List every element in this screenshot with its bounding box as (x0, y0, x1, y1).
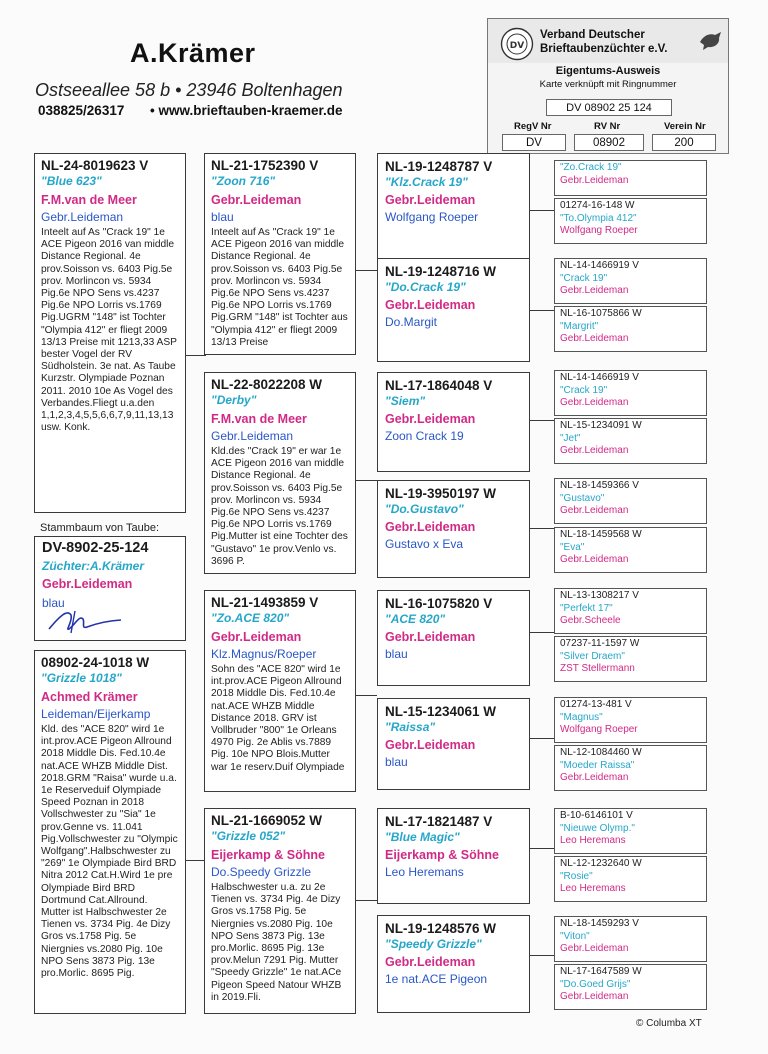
ggp-extra: blau (385, 755, 408, 769)
ggp-ring: NL-17-1821487 V (385, 814, 493, 829)
grandparent-owner: Do.Speedy Grizzle (211, 865, 312, 879)
ggp-nickname: "ACE 820" (385, 612, 446, 626)
great-grandparent-box (377, 372, 530, 472)
mother-breeder: Achmed Krämer (41, 690, 138, 704)
father-description: Inteelt auf As "Crack 19" 1e ACE Pigeon 2016 van middle Distance Regional. 4e prov.Soisson vs. 6403 Pig.5e prov. Morlincon vs. 5934 Pig.6e NPO Sens vs.4237 Pig.6e NPO Lorris vs.1769 Pig.UGRM "148" ist Tochter "Olympia 412" er fliegt 2009 13/13 Preise mit 1213,33 ASP bester Vogel der RV Südholstein. 3e nat. As Taube Kurzstr. Olympiade Poznan 2011. 2010 10e As Vogel des Verbandes.Fliegt u.a.den 1,1,2,3,4,5,5,6,6,7,9,11,13,13 usw. Konk. (41, 227, 177, 434)
gggp-box (554, 856, 707, 902)
gggp-breeder: Gebr.Leideman (560, 445, 629, 456)
card-col1-value: DV (502, 134, 566, 151)
gggp-nickname: "Rosie" (560, 870, 593, 882)
gggp-box (554, 697, 707, 743)
gggp-breeder: Gebr.Leideman (560, 174, 629, 186)
gggp-box (554, 916, 707, 962)
gggp-ring: NL-15-1234091 W (560, 420, 642, 431)
gggp-breeder: Gebr.Leideman (560, 991, 629, 1002)
svg-text:DV: DV (509, 41, 525, 51)
father-owner: Gebr.Leideman (41, 210, 124, 224)
grandparent-owner: Klz.Magnus/Roeper (211, 647, 317, 661)
grandparent-ring: NL-21-1669052 W (211, 813, 323, 828)
grandparent-ring: NL-22-8022208 W (211, 377, 323, 392)
gggp-box (554, 808, 707, 854)
gggp-breeder: Wolfgang Roeper (560, 724, 638, 735)
great-grandparent-box (377, 590, 530, 686)
grandparent-breeder: F.M.van de Meer (211, 412, 307, 426)
mother-nickname: "Grizzle 1018" (41, 671, 122, 685)
gggp-nickname: "Gustavo" (560, 492, 605, 504)
ggp-nickname: "Do.Gustavo" (385, 502, 464, 516)
ggp-breeder: Eijerkamp & Söhne (385, 848, 499, 862)
gggp-box (554, 964, 707, 1010)
grandparent-ring: NL-21-1752390 V (211, 158, 319, 173)
ggp-nickname: "Do.Crack 19" (385, 280, 466, 294)
ggp-ring: NL-19-1248787 V (385, 159, 493, 174)
gggp-nickname: "To.Olympia 412" (560, 212, 637, 224)
gggp-breeder: Gebr.Leideman (560, 554, 629, 565)
gggp-ring: NL-18-1459568 W (560, 529, 642, 540)
grandparent-breeder: Gebr.Leideman (211, 193, 302, 207)
great-grandparent-box (377, 915, 530, 1013)
gggp-box (554, 588, 707, 634)
card-col3-label: Verein Nr (664, 121, 706, 132)
card-ring-number: DV 08902 25 124 (546, 99, 672, 116)
gggp-ring: NL-12-1232640 W (560, 858, 642, 869)
great-grandparent-box (377, 808, 530, 904)
card-col1-label: RegV Nr (514, 121, 552, 132)
gggp-nickname: "Jet" (560, 432, 581, 444)
breeder-phone: 038825/26317 (38, 103, 125, 118)
gggp-breeder: Wolfgang Roeper (560, 225, 638, 236)
ggp-extra: Gustavo x Eva (385, 537, 464, 551)
grandparent-color: blau (211, 210, 234, 224)
card-org-line1: Verband Deutscher (540, 29, 645, 41)
ggp-nickname: "Blue Magic" (385, 830, 460, 844)
ggp-extra: Leo Heremans (385, 865, 464, 879)
gggp-ring: NL-18-1459366 V (560, 480, 639, 491)
gggp-box (554, 418, 707, 464)
father-nickname: "Blue 623" (41, 174, 102, 188)
gggp-nickname: "Magnus" (560, 711, 603, 723)
ggp-ring: NL-19-1248716 W (385, 264, 497, 279)
gggp-box (554, 527, 707, 573)
ggp-nickname: "Speedy Grizzle" (385, 937, 482, 951)
gggp-box (554, 478, 707, 524)
gggp-breeder: Gebr.Leideman (560, 397, 629, 408)
card-doc-subtitle: Karte verknüpft mit Ringnummer (539, 79, 677, 90)
gggp-breeder: Gebr.Scheele (560, 615, 621, 626)
gggp-breeder: Gebr.Leideman (560, 943, 629, 954)
card-col2-label: RV Nr (594, 121, 621, 132)
ggp-breeder: Gebr.Leideman (385, 193, 476, 207)
gggp-nickname: "Do.Goed Grijs" (560, 978, 631, 990)
ggp-breeder: Gebr.Leideman (385, 630, 476, 644)
grandparent-box-3 (204, 590, 356, 792)
gggp-ring: NL-18-1459293 V (560, 918, 639, 929)
card-col2-value: 08902 (574, 134, 644, 151)
grandparent-owner: Gebr.Leideman (211, 429, 294, 443)
gggp-ring: 01274-13-481 V (560, 699, 632, 710)
ggp-breeder: Gebr.Leideman (385, 298, 476, 312)
great-grandparent-box (377, 698, 530, 790)
grandparent-nickname: "Zo.ACE 820" (211, 611, 290, 625)
vdb-logo-icon (500, 27, 534, 61)
mother-owner: Leideman/Eijerkamp (41, 707, 151, 721)
card-org-line2: Brieftaubenzüchter e.V. (540, 43, 668, 55)
pigeon-emblem-icon (698, 29, 724, 51)
ggp-extra: Do.Margit (385, 315, 438, 329)
grandparent-nickname: "Derby" (211, 393, 257, 407)
gggp-nickname: "Eva" (560, 541, 585, 553)
copyright-footer: © Columba XT (636, 1018, 702, 1029)
breeder-website: • www.brieftauben-kraemer.de (150, 103, 343, 118)
grandparent-description: Kld.des "Crack 19" er war 1e ACE Pigeon 2016 van middle Distance Regional. 4e prov.Soisson vs. 6403 Pig.5e prov. Morlincon vs. 5934 Pig.6e NPO Sens vs.4237 Pig.6e NPO Lorris vs.1769 Pig.Mutter ist eine Tochter des "Gustavo" 1e prov.Venlo vs. 3696 P. (211, 446, 348, 567)
subject-caption: Stammbaum von Taube: (40, 522, 160, 534)
subject-box (34, 536, 186, 641)
ownership-card (487, 18, 729, 154)
father-box (34, 153, 186, 513)
gggp-ring: NL-14-1466919 V (560, 260, 639, 271)
grandparent-description: Halbschwester u.a. zu 2e Tienen vs. 3734 Pig. 4e Dizy Gros vs.1758 Pig. 5e Niergnies vs.2080 Pig. 10e NPO Sens 3873 Pig. 13e pro.Morlic. 8695 Pig. 13e prov.Melun 7291 Pig. Mutter "Speedy Grizzle" 1e nat.ACe Pigeon Speed Natour WHZB in 2019.Fli. (211, 882, 342, 1003)
grandparent-ring: NL-21-1493859 V (211, 595, 319, 610)
gggp-ring: NL-12-1084460 W (560, 747, 642, 758)
gggp-breeder: Gebr.Leideman (560, 285, 629, 296)
gggp-box (554, 745, 707, 791)
grandparent-description: Inteelt auf As "Crack 19" 1e ACE Pigeon 2016 van middle Distance Regional. 4e prov.Soisson vs. 6403 Pig.5e prov. Morlincon vs. 5934 Pig.6e NPO Sens vs.4237 Pig.6e NPO Lorris vs.1769 Pig.GRM "148" ist Tochter aus "Olympia 412" er fliegt 2009 13/13 Preise (211, 227, 348, 348)
gggp-nickname: "Silver Draem" (560, 650, 625, 662)
ggp-ring: NL-19-3950197 W (385, 486, 497, 501)
gggp-nickname: "Moeder Raissa" (560, 759, 635, 771)
ggp-breeder: Gebr.Leideman (385, 520, 476, 534)
grandparent-box-2 (204, 372, 356, 574)
mother-ring: 08902-24-1018 W (41, 655, 150, 670)
subject-ring: DV-8902-25-124 (42, 540, 149, 556)
gggp-box (554, 370, 707, 416)
ggp-ring: NL-16-1075820 V (385, 596, 493, 611)
gggp-nickname: "Nieuwe Olymp." (560, 822, 635, 834)
great-grandparent-box (377, 258, 530, 362)
gggp-ring: NL-17-1647589 W (560, 966, 642, 977)
gggp-nickname: "Margrit" (560, 320, 599, 332)
grandparent-breeder: Eijerkamp & Söhne (211, 848, 325, 862)
mother-box (34, 650, 186, 1014)
grandparent-nickname: "Zoon 716" (211, 174, 276, 188)
gggp-breeder: Gebr.Leideman (560, 505, 629, 516)
ggp-breeder: Gebr.Leideman (385, 412, 476, 426)
ggp-breeder: Gebr.Leideman (385, 738, 476, 752)
ggp-breeder: Gebr.Leideman (385, 955, 476, 969)
ggp-extra: blau (385, 647, 408, 661)
gggp-breeder: Gebr.Leideman (560, 333, 629, 344)
card-col3-value: 200 (652, 134, 716, 151)
ggp-nickname: "Raissa" (385, 720, 436, 734)
ggp-extra: Zoon Crack 19 (385, 429, 464, 443)
subject-breeder: Züchter:A.Krämer (42, 559, 145, 573)
gggp-ring: 07237-11-1597 W (560, 638, 640, 649)
grandparent-box-1 (204, 153, 356, 355)
subject-color: blau (42, 596, 65, 610)
breeder-name-title: A.Krämer (130, 38, 256, 68)
ggp-nickname: "Klz.Crack 19" (385, 175, 468, 189)
gggp-ring: NL-13-1308217 V (560, 590, 639, 601)
subject-owner: Gebr.Leideman (42, 577, 133, 591)
grandparent-nickname: "Grizzle 052" (211, 829, 286, 843)
ggp-nickname: "Siem" (385, 394, 426, 408)
gggp-box (554, 636, 707, 682)
signature-icon (45, 607, 125, 637)
grandparent-description: Sohn des "ACE 820" wird 1e int.prov.ACE Pigeon Allround 2018 Middle Dis. Fed.10.4e nat.ACE WHZB Middle Distance 2018. GRV ist Vollbruder "800" 1e Orleans 4970 Pig. 2e Ablis vs.7889 Pig. 10e NPO Blois.Mutter war 1e reserv.Duif Olympiade (211, 664, 345, 773)
gggp-ring: NL-16-1075866 W (560, 308, 642, 319)
gggp-box (554, 198, 707, 244)
great-grandparent-box (377, 153, 530, 271)
ggp-extra: Wolfgang Roeper (385, 210, 479, 224)
grandparent-breeder: Gebr.Leideman (211, 630, 302, 644)
mother-description: Kld. des "ACE 820" wird 1e int.prov.ACE Pigeon Allround 2018 Middle Dis. Fed.10.4e nat.ACE WHZB Middle Dist. 2018.GRM "Raisa" wurde u.a. 1e Reserveduif Olympiade Speed Poznan in 2018 Vollschwester zu "Sia" 1e prov.Genne vs. 11.041 Pig.Vollschwester zu "Olympic Wolfgang".Halbschwester zu "269" 1e Olympiade Bird BRD Nitra 2012 Cat.H.Wird 1e pre Olympiade Bird BRD Dortmund Cat.Allround. Mutter ist Halbschwester 2e Tienen vs. 3734 Pig. 4e Dizy Gros vs.1758 Pig. 5e Niergnies vs.2080 Pig. 10e NPO Sens 3873 Pig. 13e pro.Morlic. 8695 Pig. (41, 724, 178, 980)
great-grandparent-box (377, 480, 530, 578)
gggp-breeder: ZST Stellermann (560, 663, 635, 674)
gggp-nickname: "Crack 19" (560, 384, 608, 396)
gggp-breeder: Gebr.Leideman (560, 772, 629, 783)
breeder-address: Ostseeallee 58 b • 23946 Boltenhagen (35, 80, 343, 100)
gggp-box (554, 306, 707, 352)
gggp-nickname: "Zo.Crack 19" (560, 162, 622, 173)
gggp-nickname: "Perfekt 17" (560, 602, 613, 614)
father-breeder: F.M.van de Meer (41, 193, 137, 207)
gggp-nickname: "Crack 19" (560, 272, 608, 284)
grandparent-box-4 (204, 808, 356, 1014)
ggp-ring: NL-19-1248576 W (385, 921, 497, 936)
gggp-ring: B-10-6146101 V (560, 810, 633, 821)
gggp-breeder: Leo Heremans (560, 835, 626, 846)
gggp-box (554, 258, 707, 304)
gggp-box (554, 160, 707, 196)
father-ring: NL-24-8019623 V (41, 158, 149, 173)
ggp-extra: 1e nat.ACE Pigeon (385, 972, 488, 986)
gggp-ring: NL-14-1466919 V (560, 372, 639, 383)
gggp-breeder: Leo Heremans (560, 883, 626, 894)
gggp-ring: 01274-16-148 W (560, 200, 635, 211)
ggp-ring: NL-17-1864048 V (385, 378, 493, 393)
card-doc-title: Eigentums-Ausweis (555, 65, 661, 77)
gggp-nickname: "Viton" (560, 930, 590, 942)
ggp-ring: NL-15-1234061 W (385, 704, 497, 719)
